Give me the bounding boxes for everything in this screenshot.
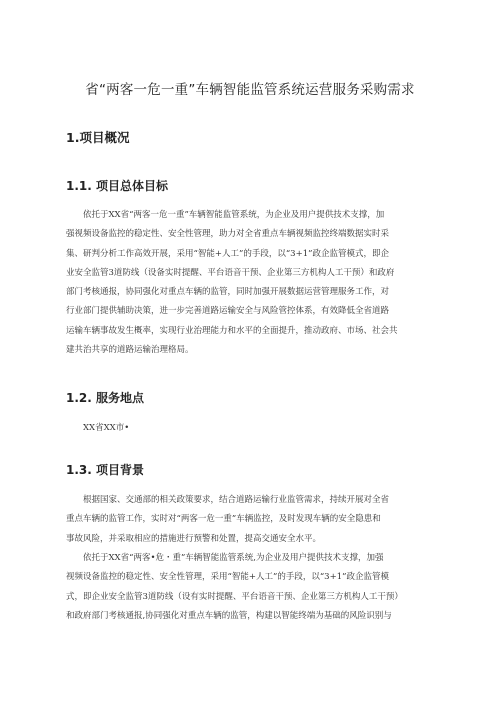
paragraph-line: 业安全监管3道防线（设备实时提醒、平台语音干预、企业第三方机构人工干预）和政府	[66, 267, 395, 278]
paragraph-line: 强视频设备监控的稳定性、安全性管理，助力对全省重点车辆视频监控终端数据实时采	[66, 229, 390, 240]
paragraph-line: 行业部门提供辅助决策，进一步完善道路运输安全与风险管控体系，有效降低全省道路	[66, 306, 390, 317]
paragraph-line: 式，即企业安全监管3道防线（设有实时提醒、平台语音干预、企业第三方机构人工干预）	[66, 591, 403, 602]
paragraph-line: XX省XX市•	[83, 423, 130, 433]
paragraph-line: 事故风险，并采取相应的措施进行预警和处置，提高交通安全水平。	[66, 533, 322, 544]
paragraph-line: 部门考核通报，协同强化对重点车辆的监管，同时加强开展数据运营管理服务工作，对	[66, 287, 390, 298]
paragraph-line: 建共治共享的道路运输治理格局。	[66, 345, 194, 356]
paragraph-line: 和政府部门考核通报,协同强化对重点车辆的监管，构建以智能终端为基础的风险识别与	[66, 610, 392, 621]
section-heading-project-overview: 1.项目概况	[66, 130, 130, 145]
paragraph-line: 重点车辆的监管工作，实时对“两客一危一重”车辆监控，及时发现车辆的安全隐患和	[66, 514, 381, 525]
document-title: 省“两客一危一重”车辆智能监管系统运营服务采购需求	[85, 82, 415, 98]
paragraph-service-location	[66, 419, 434, 438]
section-heading-background: 1.3. 项目背景	[66, 463, 144, 477]
paragraph-background-1	[66, 491, 434, 549]
section-heading-service-location: 1.2. 服务地点	[66, 391, 144, 405]
paragraph-line: 依托于XX省“两客一危一重”车辆智能监管系统，为企业及用户提供技术支撑，加	[83, 210, 385, 220]
paragraph-line: 根据国家、交通部的相关政策要求，结合道路运输行业监管需求，持续开展对全省	[83, 495, 390, 505]
paragraph-line: 集、研判分析工作高效开展，采用“智能+人工”的手段，以“3+1”政企监管模式，即企	[66, 248, 389, 259]
paragraph-line: 运输车辆事故发生概率，实现行业治理能力和水平的全面提升，推动政府、市场、社会共	[66, 325, 398, 336]
paragraph-line: 视频设备监控的稳定性、安全性管理，采用“智能+人工”的手段，以“3+1”政企监管模	[66, 572, 389, 583]
section-heading-overall-goal: 1.1. 项目总体目标	[66, 179, 168, 193]
paragraph-background-2	[66, 549, 434, 626]
paragraph-overall-goal	[66, 206, 434, 360]
paragraph-line: 依托于XX省“两客•危・重”车辆智能监管系统,为企业及用户提供技术支撑，加强	[83, 553, 384, 563]
